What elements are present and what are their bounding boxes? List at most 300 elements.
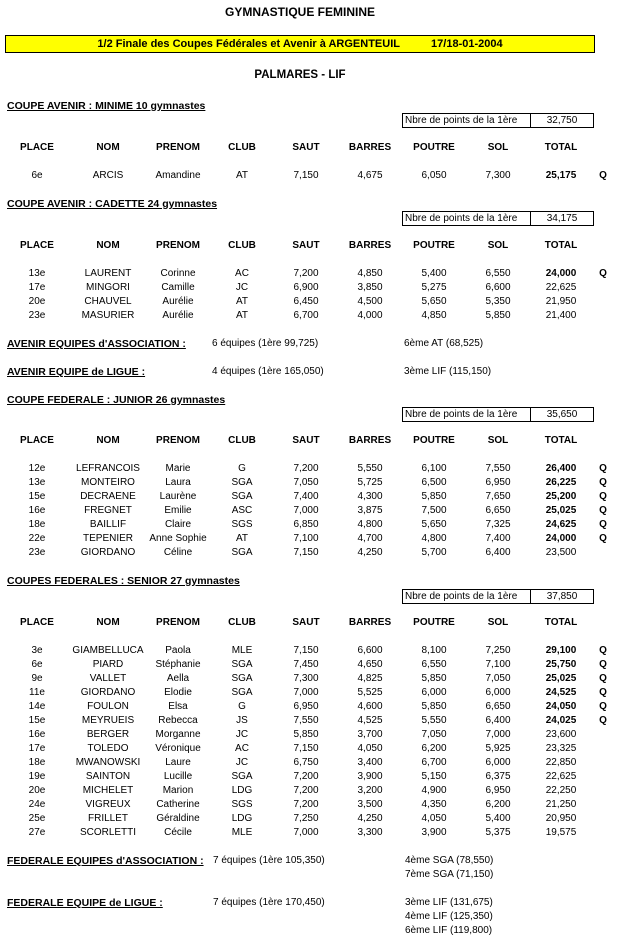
table-cell: 6,650	[485, 701, 511, 712]
table-cell: 4,850	[421, 310, 447, 321]
column-header: CLUB	[228, 240, 256, 251]
table-cell: 6,550	[421, 659, 447, 670]
page-subtitle: PALMARES - LIF	[254, 69, 346, 81]
table-cell: Stéphanie	[155, 659, 201, 670]
team-section-title: FEDERALE EQUIPE de LIGUE :	[7, 897, 163, 909]
team-info: 4 équipes (1ère 165,050)	[212, 366, 324, 377]
table-cell: 3,200	[357, 785, 383, 796]
column-header: NOM	[96, 617, 120, 628]
points-first-box	[402, 407, 594, 422]
table-cell: 25,750	[545, 659, 577, 670]
team-info: 6 équipes (1ère 99,725)	[212, 338, 319, 349]
table-cell: 7,550	[293, 715, 319, 726]
table-cell: Elsa	[168, 701, 188, 712]
table-cell: Claire	[164, 519, 192, 530]
table-cell: 5,525	[357, 687, 383, 698]
table-cell: 5,850	[485, 310, 511, 321]
table-cell: 4,250	[357, 813, 383, 824]
table-cell: 20e	[28, 296, 46, 307]
table-cell: ARCIS	[92, 170, 124, 181]
column-header: SOL	[487, 617, 509, 628]
team-result: 3ème LIF (131,675)	[405, 897, 493, 908]
page-title: GYMNASTIQUE FEMININE	[224, 5, 375, 19]
section-title: COUPES FEDERALES : SENIOR 27 gymnastes	[7, 575, 240, 587]
table-cell: Aella	[166, 673, 190, 684]
table-cell: 6,400	[485, 715, 511, 726]
table-cell: Laurène	[159, 491, 197, 502]
table-cell: JC	[235, 729, 249, 740]
table-cell: 4,675	[357, 170, 383, 181]
table-cell: 21,400	[545, 310, 577, 321]
table-cell: MEYRUEIS	[81, 715, 135, 726]
table-cell: FREGNET	[84, 505, 132, 516]
qualified-mark: Q	[599, 673, 607, 684]
table-cell: 3,500	[357, 799, 383, 810]
table-cell: 7,500	[421, 505, 447, 516]
qualified-mark: Q	[599, 505, 607, 516]
column-header: TOTAL	[544, 240, 578, 251]
team-info: 7 équipes (1ère 170,450)	[213, 897, 325, 908]
table-cell: 5,700	[421, 547, 447, 558]
points-first-value: 34,175	[530, 212, 593, 225]
table-cell: 4,700	[357, 533, 383, 544]
table-cell: 7,300	[485, 170, 511, 181]
table-cell: Aurélie	[162, 310, 194, 321]
table-cell: 7,050	[485, 673, 511, 684]
table-cell: 3,300	[357, 827, 383, 838]
table-cell: 5,850	[293, 729, 319, 740]
table-cell: 13e	[28, 477, 46, 488]
table-cell: 29,100	[545, 645, 577, 656]
table-cell: 5,150	[421, 771, 447, 782]
table-cell: 25,200	[545, 491, 577, 502]
table-cell: 4,825	[357, 673, 383, 684]
table-cell: 6,700	[293, 310, 319, 321]
table-cell: 7,100	[485, 659, 511, 670]
table-cell: 24,025	[545, 715, 577, 726]
qualified-mark: Q	[599, 170, 607, 181]
table-cell: 4,050	[421, 813, 447, 824]
table-cell: JS	[236, 715, 248, 726]
column-header: SAUT	[292, 617, 320, 628]
table-cell: 23,600	[545, 729, 577, 740]
table-cell: 4,600	[357, 701, 383, 712]
table-cell: 5,650	[421, 296, 447, 307]
table-cell: 7,550	[485, 463, 511, 474]
table-cell: 7,050	[293, 477, 319, 488]
table-cell: Marie	[165, 463, 191, 474]
table-cell: 20,950	[545, 813, 577, 824]
table-cell: 15e	[28, 491, 46, 502]
table-cell: 25,025	[545, 673, 577, 684]
table-cell: 6,200	[485, 799, 511, 810]
table-cell: FOULON	[87, 701, 129, 712]
team-result: 3ème LIF (115,150)	[404, 366, 492, 377]
table-cell: 7,000	[293, 505, 319, 516]
table-cell: LEFRANCOIS	[76, 463, 140, 474]
table-cell: 22,625	[545, 771, 577, 782]
column-header: BARRES	[348, 240, 392, 251]
points-first-label: Nbre de points de la 1ère	[405, 591, 518, 602]
table-cell: 7,150	[293, 645, 319, 656]
table-cell: 6,600	[357, 645, 383, 656]
table-cell: 12e	[28, 463, 46, 474]
table-cell: 7,150	[293, 547, 319, 558]
table-cell: 4,850	[357, 268, 383, 279]
table-cell: AC	[235, 268, 249, 279]
table-cell: GIORDANO	[80, 687, 136, 698]
table-cell: 4,000	[357, 310, 383, 321]
points-first-value: 35,650	[530, 408, 593, 421]
table-cell: 7,450	[293, 659, 319, 670]
column-header: PLACE	[20, 240, 54, 251]
column-header: BARRES	[348, 142, 392, 153]
qualified-mark: Q	[599, 659, 607, 670]
column-header: SOL	[487, 435, 509, 446]
section-title: COUPE AVENIR : MINIME 10 gymnastes	[7, 100, 206, 112]
column-header: PRENOM	[156, 617, 200, 628]
banner-date: 17/18-01-2004	[431, 38, 503, 50]
table-cell: 5,925	[485, 743, 511, 754]
column-header: SAUT	[292, 435, 320, 446]
column-header: POUTRE	[413, 240, 455, 251]
table-cell: 24,525	[545, 687, 577, 698]
table-cell: 23e	[28, 547, 46, 558]
banner-event: 1/2 Finale des Coupes Fédérales et Avenir à ARGENTEUIL	[97, 38, 400, 50]
column-header: PRENOM	[156, 435, 200, 446]
table-cell: SCORLETTI	[79, 827, 137, 838]
table-cell: 5,400	[485, 813, 511, 824]
team-result: 6ème LIF (119,800)	[405, 925, 493, 936]
table-cell: 13e	[28, 268, 46, 279]
column-header: CLUB	[228, 617, 256, 628]
team-section-title: AVENIR EQUIPE de LIGUE :	[7, 366, 146, 378]
table-cell: 11e	[29, 687, 45, 698]
qualified-mark: Q	[599, 477, 607, 488]
table-cell: 25,175	[545, 170, 577, 181]
table-cell: 22,850	[545, 757, 577, 768]
table-cell: AT	[235, 296, 249, 307]
qualified-mark: Q	[599, 645, 607, 656]
table-cell: 6,850	[293, 519, 319, 530]
table-cell: 4,050	[357, 743, 383, 754]
table-cell: 4,525	[357, 715, 383, 726]
table-cell: 18e	[28, 519, 46, 530]
table-cell: 3,900	[357, 771, 383, 782]
column-header: NOM	[96, 142, 120, 153]
table-cell: CHAUVEL	[84, 296, 132, 307]
column-header: TOTAL	[544, 435, 578, 446]
table-cell: JC	[235, 282, 249, 293]
table-cell: 7,400	[485, 533, 511, 544]
table-cell: 6,900	[293, 282, 319, 293]
table-cell: 6,200	[421, 743, 447, 754]
table-cell: MICHELET	[82, 785, 134, 796]
table-cell: 16e	[28, 729, 46, 740]
table-cell: Céline	[163, 547, 193, 558]
table-cell: SGA	[231, 673, 253, 684]
table-cell: SGA	[231, 491, 253, 502]
table-cell: 6,650	[485, 505, 511, 516]
table-cell: LDG	[231, 785, 253, 796]
table-cell: MONTEIRO	[81, 477, 135, 488]
table-cell: 6,400	[485, 547, 511, 558]
table-cell: Lucille	[163, 771, 193, 782]
table-cell: 25,025	[545, 505, 577, 516]
table-cell: 17e	[28, 282, 46, 293]
table-cell: 7,150	[293, 170, 319, 181]
table-cell: 4,350	[421, 799, 447, 810]
column-header: POUTRE	[413, 142, 455, 153]
qualified-mark: Q	[599, 715, 607, 726]
table-cell: Véronique	[155, 743, 201, 754]
table-cell: 7,200	[293, 799, 319, 810]
table-cell: 15e	[28, 715, 46, 726]
qualified-mark: Q	[599, 701, 607, 712]
table-cell: 6,950	[485, 477, 511, 488]
competition-banner	[5, 35, 595, 53]
column-header: PLACE	[20, 617, 54, 628]
column-header: NOM	[96, 240, 120, 251]
table-cell: 19e	[28, 771, 46, 782]
table-cell: 26,225	[545, 477, 577, 488]
table-cell: 24,000	[545, 533, 577, 544]
table-cell: TEPENIER	[82, 533, 134, 544]
table-cell: 7,000	[293, 827, 319, 838]
table-cell: 7,200	[293, 771, 319, 782]
table-cell: 8,100	[421, 645, 447, 656]
table-cell: 4,300	[357, 491, 383, 502]
table-cell: AT	[235, 310, 249, 321]
team-result: 4ème SGA (78,550)	[405, 855, 494, 866]
table-cell: 6,950	[293, 701, 319, 712]
column-header: SAUT	[292, 142, 320, 153]
table-cell: SAINTON	[85, 771, 131, 782]
table-cell: 7,100	[293, 533, 319, 544]
qualified-mark: Q	[599, 519, 607, 530]
table-cell: 3,850	[357, 282, 383, 293]
column-header: SOL	[487, 240, 509, 251]
table-cell: TOLEDO	[87, 743, 129, 754]
table-cell: 21,250	[545, 799, 577, 810]
table-cell: 3,700	[357, 729, 383, 740]
table-cell: SGA	[231, 659, 253, 670]
table-cell: 6,450	[293, 296, 319, 307]
team-section-title: FEDERALE EQUIPES d'ASSOCIATION :	[7, 855, 204, 867]
team-section-title: AVENIR EQUIPES d'ASSOCIATION :	[7, 338, 186, 350]
table-cell: 20e	[28, 785, 46, 796]
column-header: CLUB	[228, 142, 256, 153]
table-cell: 7,325	[485, 519, 511, 530]
table-cell: LAURENT	[84, 268, 132, 279]
table-cell: 16e	[28, 505, 46, 516]
table-cell: 7,000	[485, 729, 511, 740]
table-cell: 7,300	[293, 673, 319, 684]
points-first-label: Nbre de points de la 1ère	[405, 409, 518, 420]
table-cell: Laure	[165, 757, 191, 768]
table-cell: 7,000	[293, 687, 319, 698]
points-first-box	[402, 211, 594, 226]
table-cell: 7,200	[293, 463, 319, 474]
column-header: PRENOM	[156, 240, 200, 251]
table-cell: 7,250	[485, 645, 511, 656]
table-cell: 6,000	[421, 687, 447, 698]
table-cell: AC	[235, 743, 249, 754]
table-cell: 5,650	[421, 519, 447, 530]
table-cell: 5,375	[485, 827, 511, 838]
table-cell: 24,625	[545, 519, 577, 530]
column-header: BARRES	[348, 617, 392, 628]
table-cell: 6,750	[293, 757, 319, 768]
points-first-label: Nbre de points de la 1ère	[405, 115, 518, 126]
table-cell: AT	[235, 170, 249, 181]
table-cell: 6,700	[421, 757, 447, 768]
table-cell: 6e	[31, 659, 43, 670]
table-cell: LDG	[231, 813, 253, 824]
table-cell: SGA	[231, 687, 253, 698]
table-cell: Laura	[165, 477, 191, 488]
table-cell: 6e	[31, 170, 43, 181]
table-cell: Marion	[162, 785, 194, 796]
column-header: PLACE	[20, 435, 54, 446]
team-info: 7 équipes (1ère 105,350)	[213, 855, 325, 866]
table-cell: 7,200	[293, 785, 319, 796]
team-result: 6ème AT (68,525)	[404, 338, 484, 349]
table-cell: 22,250	[545, 785, 577, 796]
table-cell: 6,550	[485, 268, 511, 279]
table-cell: 23,500	[545, 547, 577, 558]
table-cell: 4,900	[421, 785, 447, 796]
table-cell: 5,725	[357, 477, 383, 488]
table-cell: Emilie	[164, 505, 192, 516]
table-cell: Géraldine	[156, 813, 200, 824]
points-first-value: 37,850	[530, 590, 593, 603]
column-header: NOM	[96, 435, 120, 446]
table-cell: Camille	[161, 282, 195, 293]
table-cell: 6,600	[485, 282, 511, 293]
table-cell: 23,325	[545, 743, 577, 754]
table-cell: Elodie	[164, 687, 192, 698]
qualified-mark: Q	[599, 268, 607, 279]
table-cell: 7,050	[421, 729, 447, 740]
table-cell: 3,900	[421, 827, 447, 838]
table-cell: 4,650	[357, 659, 383, 670]
table-cell: 26,400	[545, 463, 577, 474]
qualified-mark: Q	[599, 491, 607, 502]
table-cell: MWANOWSKI	[75, 757, 141, 768]
team-result: 4ème LIF (125,350)	[405, 911, 493, 922]
table-cell: 5,550	[421, 715, 447, 726]
qualified-mark: Q	[599, 687, 607, 698]
table-cell: MASURIER	[81, 310, 135, 321]
table-cell: 25e	[28, 813, 46, 824]
table-cell: 5,850	[421, 701, 447, 712]
table-cell: 9e	[31, 673, 43, 684]
column-header: POUTRE	[413, 435, 455, 446]
table-cell: 6,100	[421, 463, 447, 474]
table-cell: 7,400	[293, 491, 319, 502]
table-cell: FRILLET	[87, 813, 129, 824]
table-cell: Catherine	[156, 799, 200, 810]
table-cell: 7,250	[293, 813, 319, 824]
table-cell: MLE	[231, 827, 253, 838]
table-cell: 4,500	[357, 296, 383, 307]
table-cell: 3,400	[357, 757, 383, 768]
table-cell: 24,000	[545, 268, 577, 279]
table-cell: GIAMBELLUCA	[72, 645, 144, 656]
table-cell: 6,500	[421, 477, 447, 488]
column-header: BARRES	[348, 435, 392, 446]
table-cell: 4,250	[357, 547, 383, 558]
table-cell: Morganne	[155, 729, 201, 740]
table-cell: Aurélie	[162, 296, 194, 307]
table-cell: Corinne	[160, 268, 196, 279]
table-cell: 6,050	[421, 170, 447, 181]
table-cell: 14e	[28, 701, 46, 712]
points-first-label: Nbre de points de la 1ère	[405, 213, 518, 224]
column-header: PLACE	[20, 142, 54, 153]
column-header: SOL	[487, 142, 509, 153]
column-header: TOTAL	[544, 142, 578, 153]
table-cell: 6,000	[485, 757, 511, 768]
table-cell: SGS	[231, 519, 253, 530]
table-cell: GIORDANO	[80, 547, 136, 558]
table-cell: 4,800	[421, 533, 447, 544]
column-header: SAUT	[292, 240, 320, 251]
table-cell: 7,150	[293, 743, 319, 754]
table-cell: 18e	[28, 757, 46, 768]
table-cell: MINGORI	[86, 282, 130, 293]
table-cell: SGA	[231, 547, 253, 558]
table-cell: SGA	[231, 771, 253, 782]
table-cell: G	[238, 701, 246, 712]
table-cell: DECRAENE	[80, 491, 136, 502]
table-cell: 6,000	[485, 687, 511, 698]
table-cell: 6,375	[485, 771, 511, 782]
table-cell: 5,850	[421, 673, 447, 684]
table-cell: Amandine	[155, 170, 201, 181]
table-cell: Rebecca	[158, 715, 198, 726]
table-cell: 5,400	[421, 268, 447, 279]
table-cell: BAILLIF	[89, 519, 127, 530]
table-cell: 22,625	[545, 282, 577, 293]
table-cell: 7,650	[485, 491, 511, 502]
column-header: POUTRE	[413, 617, 455, 628]
table-cell: 17e	[28, 743, 46, 754]
table-cell: ASC	[231, 505, 253, 516]
table-cell: 24e	[28, 799, 46, 810]
table-cell: 7,200	[293, 268, 319, 279]
table-cell: AT	[235, 533, 249, 544]
points-first-value: 32,750	[530, 114, 593, 127]
table-cell: 5,550	[357, 463, 383, 474]
table-cell: 5,850	[421, 491, 447, 502]
column-header: TOTAL	[544, 617, 578, 628]
column-header: CLUB	[228, 435, 256, 446]
table-cell: Paola	[165, 645, 191, 656]
points-first-box	[402, 589, 594, 604]
table-cell: G	[238, 463, 246, 474]
table-cell: 4,800	[357, 519, 383, 530]
points-first-box	[402, 113, 594, 128]
table-cell: 3e	[31, 645, 43, 656]
table-cell: Anne Sophie	[149, 533, 207, 544]
section-title: COUPE AVENIR : CADETTE 24 gymnastes	[7, 198, 218, 210]
qualified-mark: Q	[599, 463, 607, 474]
table-cell: 6,950	[485, 785, 511, 796]
table-cell: SGA	[231, 477, 253, 488]
table-cell: 21,950	[545, 296, 577, 307]
